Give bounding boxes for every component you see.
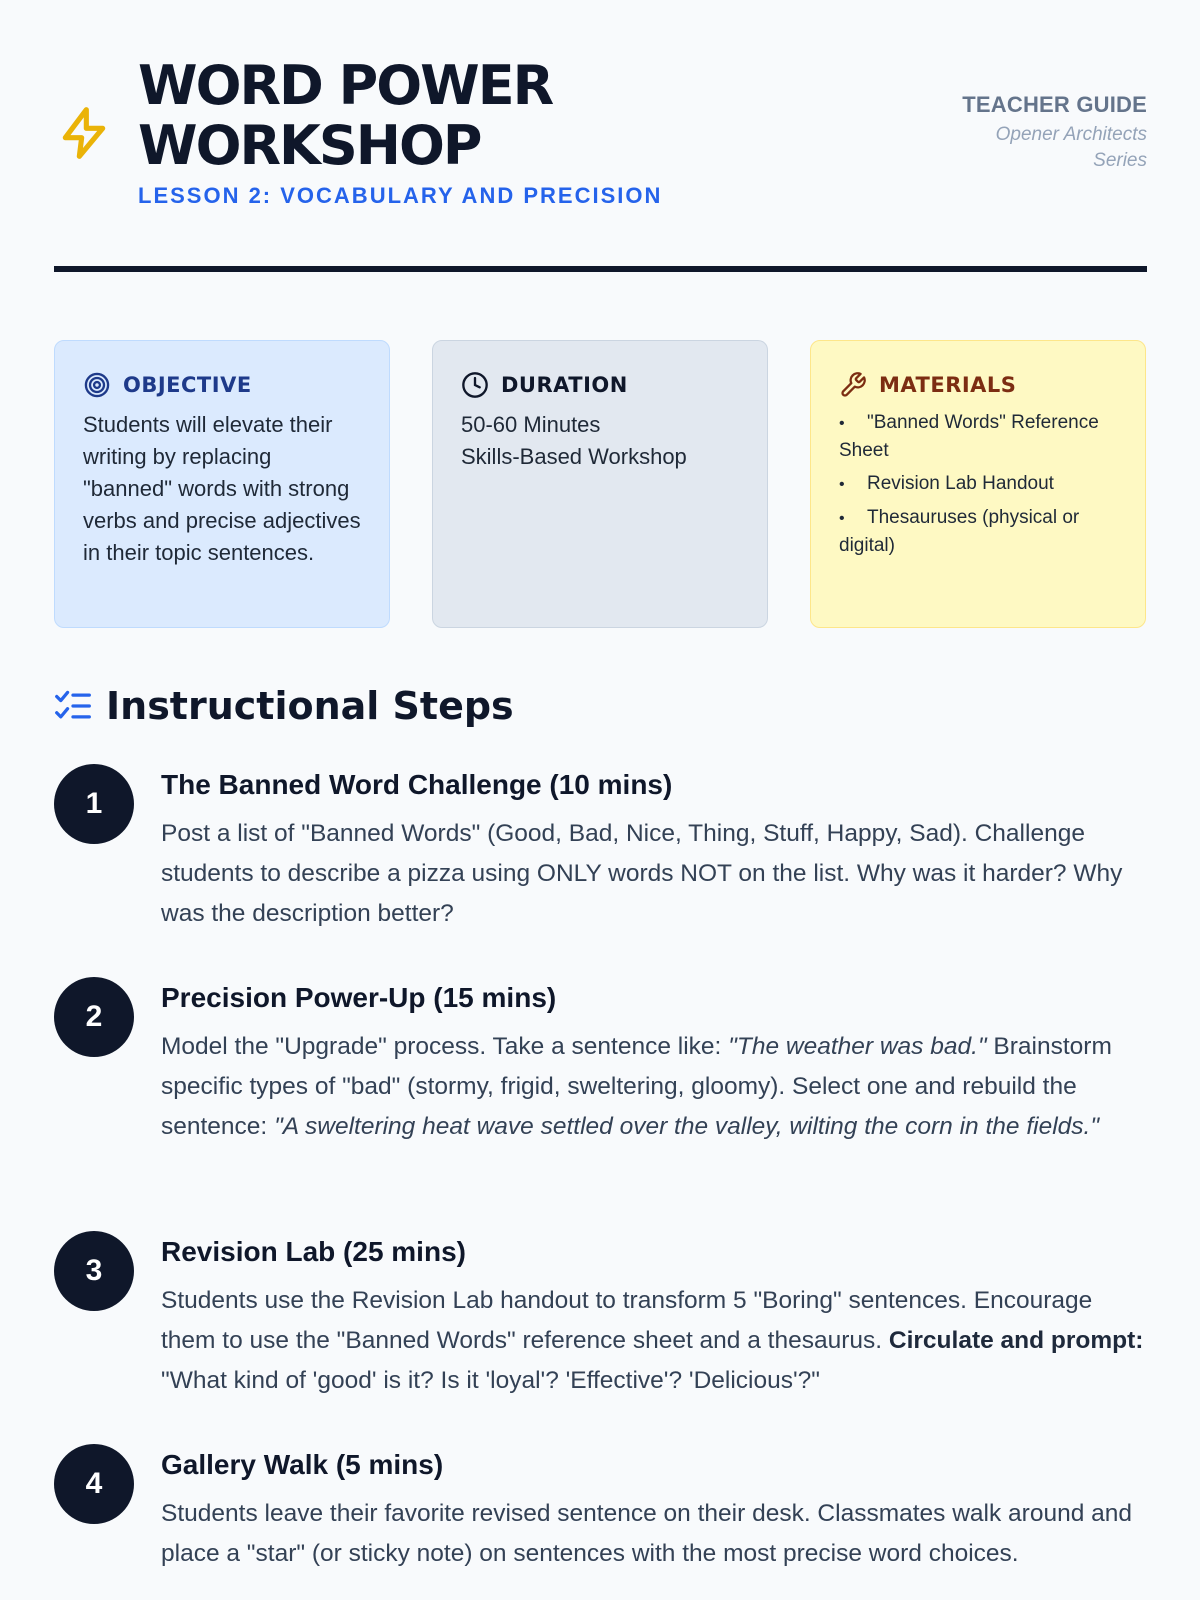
step-number-badge: 2 [54,977,134,1057]
step-content [161,1231,1151,1401]
duration-format: Skills-Based Workshop [461,444,687,469]
materials-list [839,409,1119,559]
step-number-badge: 4 [54,1444,134,1524]
materials-card [810,340,1146,628]
target-icon [83,371,111,399]
step-content [161,1444,1151,1574]
duration-header [461,371,741,399]
materials-item: • Thesauruses (physical or digital) [839,504,1119,559]
guide-label: TEACHER GUIDE [962,92,1147,117]
title-line-2: WORKSHOP [138,114,481,177]
info-cards [54,340,1147,630]
duration-title: DURATION [501,373,628,397]
step-title: The Banned Word Challenge (10 mins) [161,769,673,800]
materials-item: • "Banned Words" Reference Sheet [839,409,1119,464]
objective-header [83,371,363,399]
materials-header [839,371,1119,399]
example-sentence-before: "The weather was bad." [728,1033,987,1060]
step-text-part: "What kind of 'good' is it? Is it 'loyal'? 'Effective'? 'Delicious'?" [161,1367,820,1394]
clock-icon [461,371,489,399]
duration-text [461,409,741,473]
prompt-label: Circulate and prompt: [888,1327,1144,1354]
guide-info [927,92,1147,174]
steps-section-title: Instructional Steps [106,684,514,728]
duration-minutes: 50-60 Minutes [461,412,601,437]
objective-text: Students will elevate their writing by replacing "banned" words with strong verbs and precise adjectives in their topic sentences. [83,412,361,565]
series-line-1: Opener Architects [995,124,1147,145]
step-description: Post a list of "Banned Words" (Good, Bad, Nice, Thing, Stuff, Happy, Sad). Challenge students to describe a pizza using ONLY words NOT on the list. Why was it harder? Why was the description better? [161,820,1123,927]
step-content [161,764,1151,934]
objective-title: OBJECTIVE [123,373,252,397]
checklist-icon [54,689,92,723]
step-content [161,977,1151,1147]
step-title: Revision Lab (25 mins) [161,1236,466,1267]
series-name [927,122,1147,174]
step-text-part: Students use the Revision Lab handout to transform 5 "Boring" sentences. Encourage them to use the "Banned Words" reference sheet and a thesaurus. [161,1287,1093,1354]
step-description: Students leave their favorite revised sentence on their desk. Classmates walk around and place a "star" (or sticky note) on sentences with the most precise word choices. [161,1500,1133,1567]
lesson-page [54,0,1147,1567]
materials-item: • Revision Lab Handout [839,470,1119,498]
step-title: Gallery Walk (5 mins) [161,1449,444,1480]
lightning-bolt-icon [56,102,112,164]
header-divider [54,266,1147,272]
wrench-icon [839,371,867,399]
example-sentence-after: "A sweltering heat wave settled over the valley, wilting the corn in the fields." [274,1113,1100,1140]
step-text-part: Model the "Upgrade" process. Take a sentence like: [161,1033,729,1060]
step-description [161,1027,1151,1147]
page-title [138,56,758,176]
step-title: Precision Power-Up (15 mins) [161,982,557,1013]
series-line-2: Series [1093,150,1147,171]
duration-card [432,340,768,628]
step-number-badge: 1 [54,764,134,844]
step-number-badge: 3 [54,1231,134,1311]
lesson-subtitle: LESSON 2: VOCABULARY AND PRECISION [138,183,663,208]
step-description [161,1281,1151,1401]
page-header [54,0,1147,274]
materials-title: MATERIALS [879,373,1017,397]
steps-section-header [54,684,514,728]
title-line-1: WORD POWER [138,54,553,117]
objective-card [54,340,390,628]
step-text-part: Brainstorm specific types of "bad" (stormy, frigid, sweltering, gloomy). Select one and rebuild the sentence: [161,1033,1112,1140]
